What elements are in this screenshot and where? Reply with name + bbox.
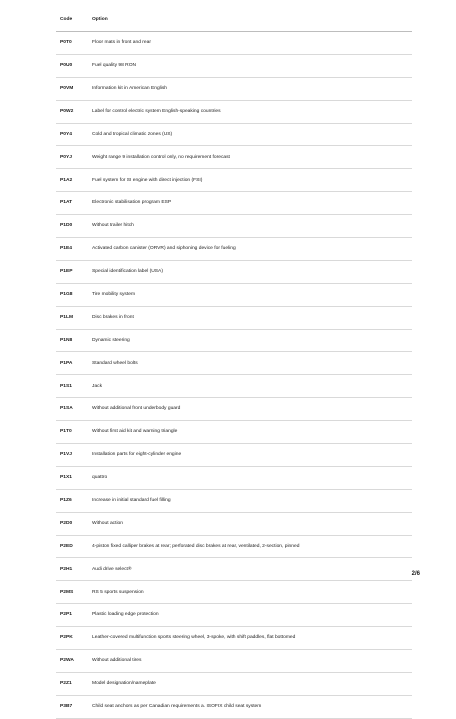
option-description-cell: Weight range 9 installation control only, no requirement forecast	[88, 146, 412, 169]
option-code-cell: P1G8	[56, 283, 88, 306]
option-code-cell: P1PA	[56, 352, 88, 375]
table-header-row	[56, 9, 412, 32]
table-row	[56, 512, 412, 535]
option-description-cell: Installation parts for eight-cylinder engine	[88, 444, 412, 467]
option-description-cell: Label for control electric system English-speaking countries	[88, 100, 412, 123]
table-row	[56, 192, 412, 215]
option-description-cell: Plastic loading edge protection	[88, 604, 412, 627]
table-row	[56, 581, 412, 604]
table-row	[56, 627, 412, 650]
option-code-cell: P2WA	[56, 650, 88, 673]
table-row	[56, 123, 412, 146]
option-description-cell: Floor mats in front and rear	[88, 32, 412, 55]
option-description-cell: Model designation/nameplate	[88, 672, 412, 695]
table-header	[56, 9, 412, 32]
table-row	[56, 672, 412, 695]
option-code-cell: P0W2	[56, 100, 88, 123]
option-description-cell: Information kit in American English	[88, 77, 412, 100]
option-description-cell: Without additional front underbody guard	[88, 398, 412, 421]
table-row	[56, 283, 412, 306]
table-row	[56, 375, 412, 398]
option-description-cell: Leather-covered multifunction sports steering wheel, 3-spoke, with shift paddles, flat bottomed	[88, 627, 412, 650]
table-row	[56, 169, 412, 192]
option-description-cell: RS 5 sports suspension	[88, 581, 412, 604]
option-code-cell: P0YJ	[56, 146, 88, 169]
option-description-cell: Disc brakes in front	[88, 306, 412, 329]
option-code-cell: P0Y4	[56, 123, 88, 146]
option-code-cell: P1SA	[56, 398, 88, 421]
table-row	[56, 306, 412, 329]
option-code-cell: P1D0	[56, 215, 88, 238]
option-description-cell: Fuel system for SI engine with direct injection (FSI)	[88, 169, 412, 192]
option-code-cell: P3B7	[56, 695, 88, 718]
option-code-cell: P0VM	[56, 77, 88, 100]
option-code-cell: P1A2	[56, 169, 88, 192]
table-row	[56, 558, 412, 581]
option-code-cell: P1EP	[56, 260, 88, 283]
option-code-cell: P2H1	[56, 558, 88, 581]
option-code-cell: P1E4	[56, 238, 88, 261]
option-description-cell: quattro	[88, 466, 412, 489]
table-row	[56, 260, 412, 283]
code-column-header: Code	[56, 9, 88, 32]
option-description-cell: Jack	[88, 375, 412, 398]
table-row	[56, 352, 412, 375]
option-description-cell: Without action	[88, 512, 412, 535]
option-description-cell: Audi drive select®	[88, 558, 412, 581]
option-code-cell: P1AT	[56, 192, 88, 215]
option-description-cell: Without additional tires	[88, 650, 412, 673]
table-row	[56, 421, 412, 444]
option-description-cell: Increase in initial standard fuel filling	[88, 489, 412, 512]
option-code-cell: P2D0	[56, 512, 88, 535]
option-description-cell: Without trailer hitch	[88, 215, 412, 238]
option-description-cell: 4-piston fixed calliper brakes at rear; perforated disc brakes at rear, ventilated, 2-section, pinned	[88, 535, 412, 558]
option-code-cell: P1Z6	[56, 489, 88, 512]
option-description-cell: Activated carbon canister (ORVR) and siphoning device for fueling	[88, 238, 412, 261]
option-code-cell: P2ED	[56, 535, 88, 558]
table-body	[56, 32, 412, 719]
table-row	[56, 238, 412, 261]
table-row	[56, 604, 412, 627]
table-row	[56, 146, 412, 169]
option-code-cell: P1S1	[56, 375, 88, 398]
table-row	[56, 466, 412, 489]
table-row	[56, 398, 412, 421]
option-column-header: Option	[88, 9, 412, 32]
option-code-cell: P0T0	[56, 32, 88, 55]
option-code-cell: P1X1	[56, 466, 88, 489]
option-code-cell: P2MS	[56, 581, 88, 604]
option-description-cell: Child seat anchors as per Canadian requirements a. ISOFIX child seat system	[88, 695, 412, 718]
option-code-cell: P0U0	[56, 54, 88, 77]
page-number: 2/6	[411, 571, 420, 577]
table-row	[56, 32, 412, 55]
option-code-cell: P2PK	[56, 627, 88, 650]
options-table	[56, 9, 412, 719]
option-description-cell: Electronic stabilisation program ESP	[88, 192, 412, 215]
option-description-cell: Fuel quality 98 RON	[88, 54, 412, 77]
option-code-cell: P2P1	[56, 604, 88, 627]
table-row	[56, 695, 412, 718]
table-row	[56, 77, 412, 100]
table-row	[56, 100, 412, 123]
option-description-cell: Standard wheel bolts	[88, 352, 412, 375]
table-row	[56, 329, 412, 352]
table-row	[56, 489, 412, 512]
option-code-cell: P1VJ	[56, 444, 88, 467]
option-code-cell: P1LM	[56, 306, 88, 329]
table-row	[56, 650, 412, 673]
table-row	[56, 535, 412, 558]
option-code-cell: P1T0	[56, 421, 88, 444]
table-row	[56, 215, 412, 238]
option-description-cell: Tire mobility system	[88, 283, 412, 306]
table-row	[56, 54, 412, 77]
option-code-cell: P1N8	[56, 329, 88, 352]
option-description-cell: Cold and tropical climatic zones (US)	[88, 123, 412, 146]
option-description-cell: Without first aid kit and warning triangle	[88, 421, 412, 444]
option-description-cell: Special identification label (USA)	[88, 260, 412, 283]
option-code-cell: P2Z1	[56, 672, 88, 695]
table-row	[56, 444, 412, 467]
option-description-cell: Dynamic steering	[88, 329, 412, 352]
